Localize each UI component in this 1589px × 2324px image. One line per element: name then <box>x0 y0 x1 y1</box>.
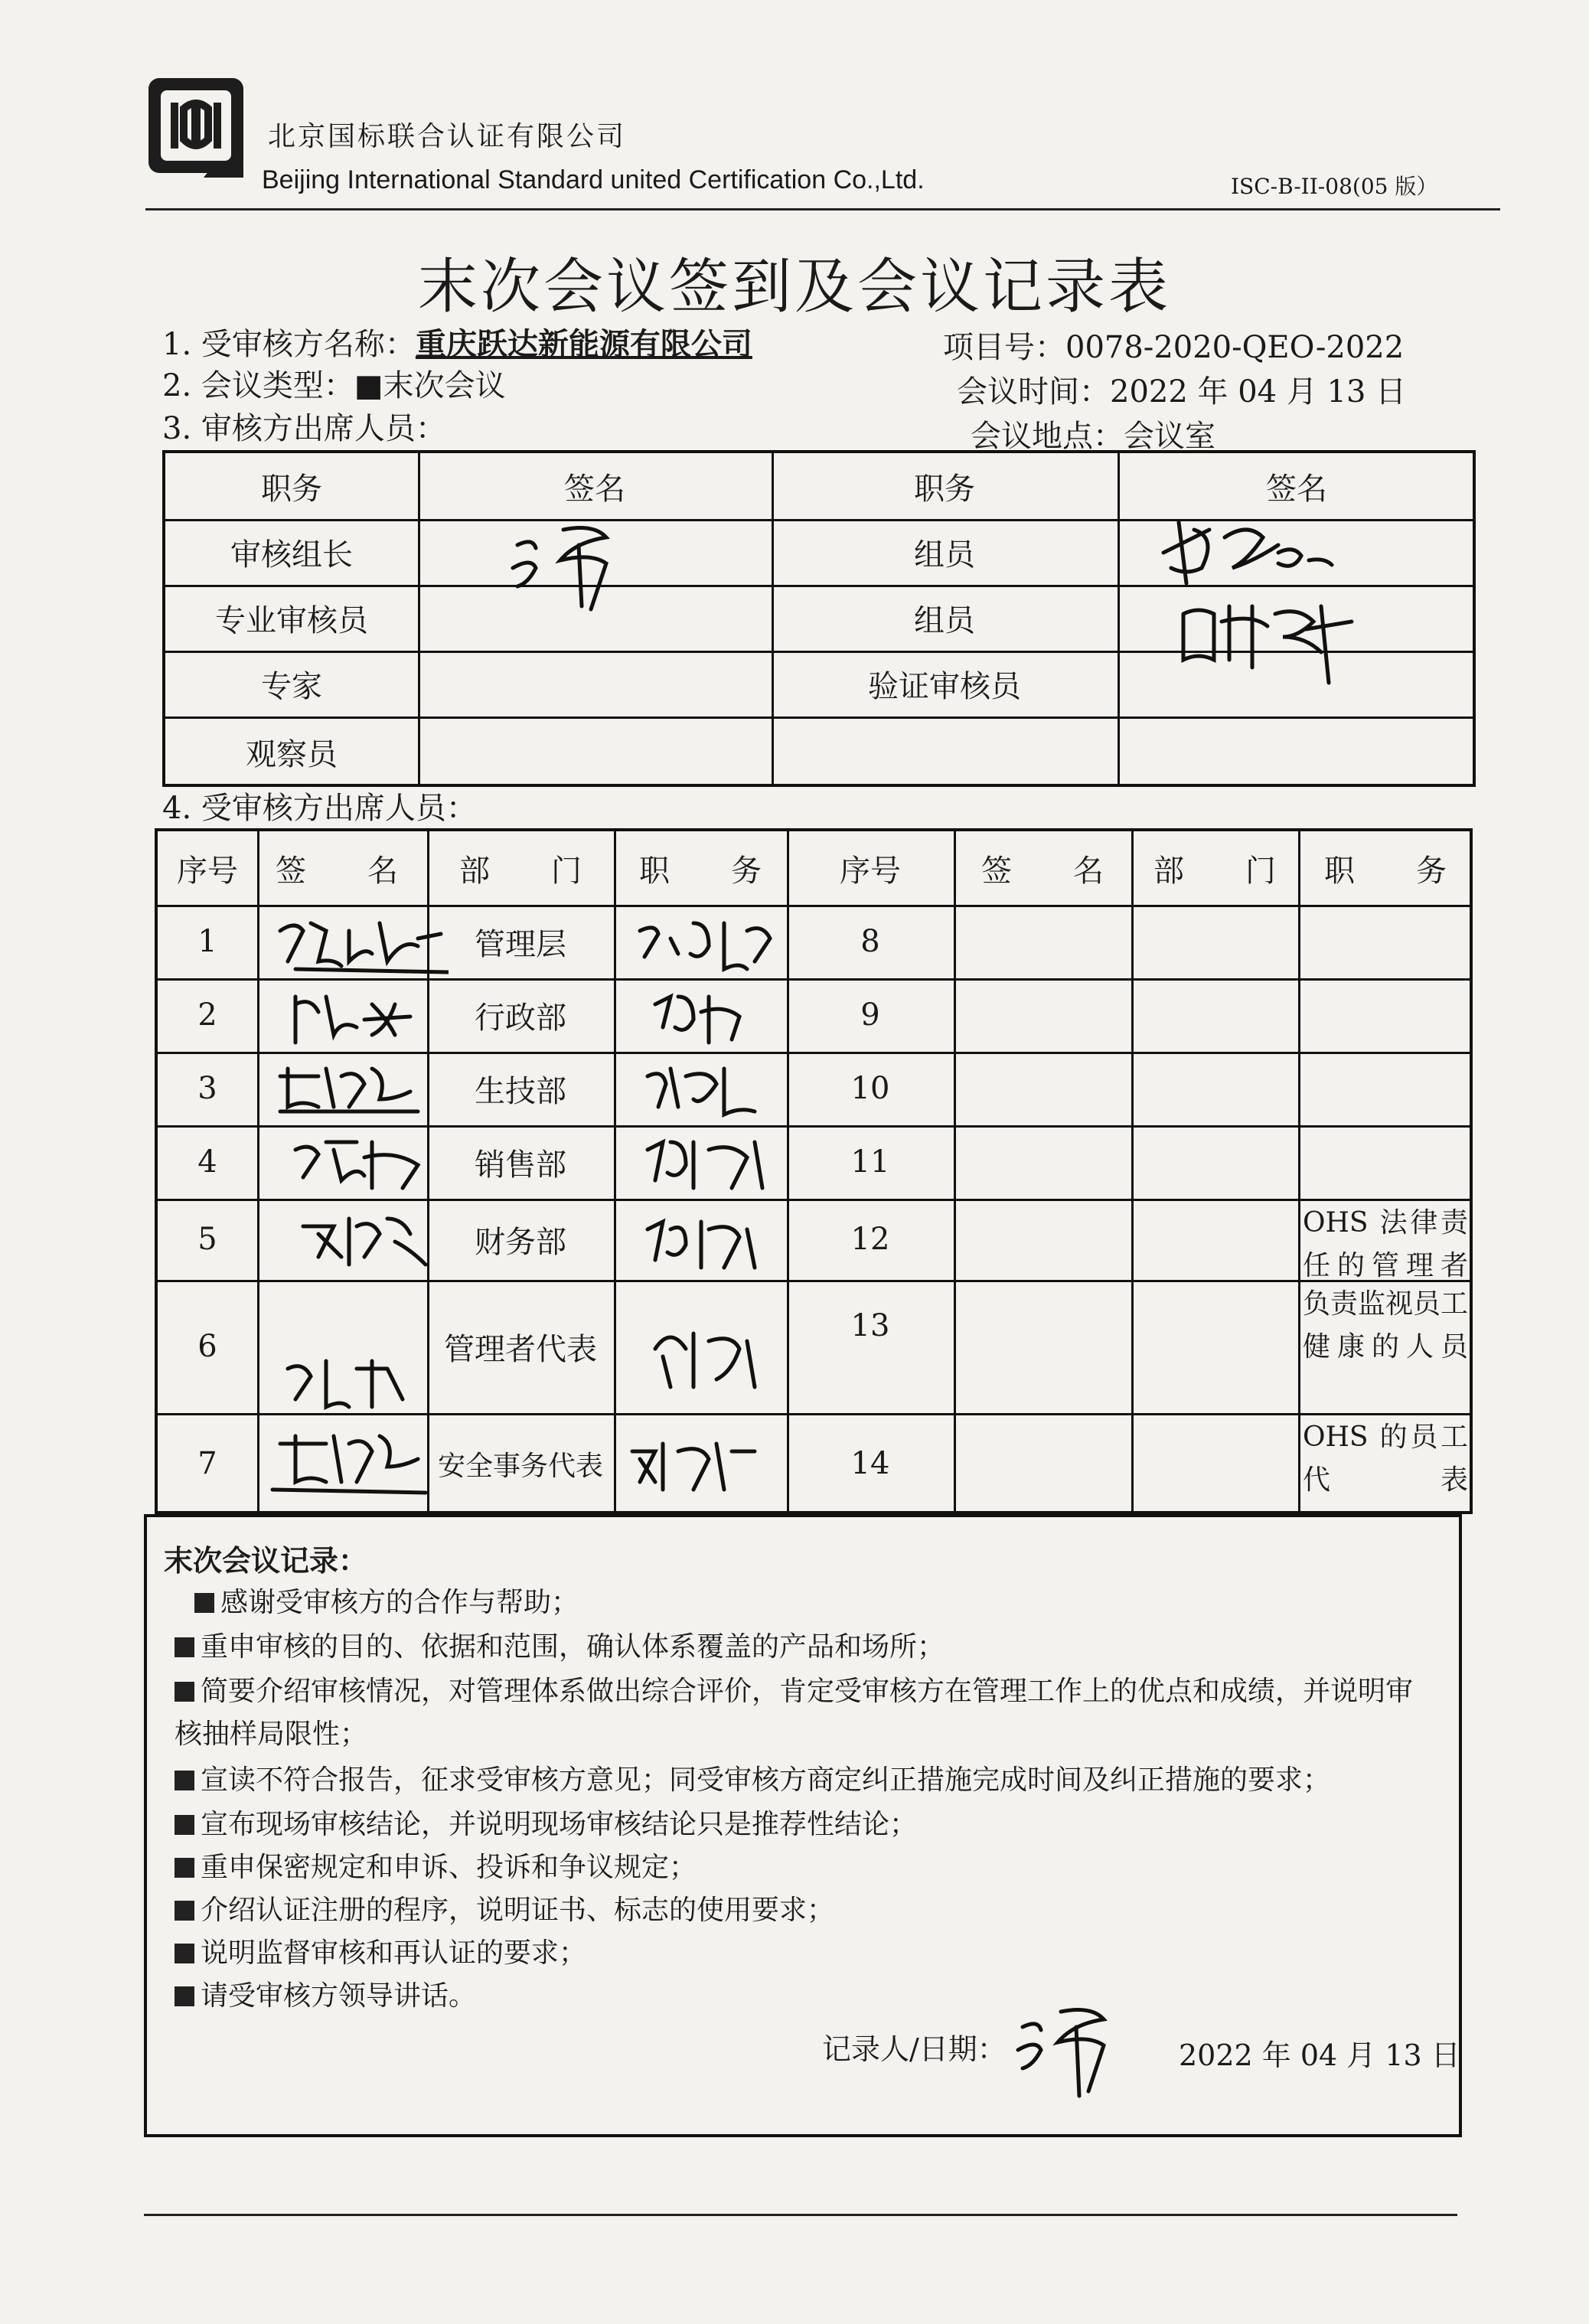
attendee-position: OHS 法律责任的管理者 <box>1303 1207 1468 1281</box>
attendee-header-signature: 签 名 <box>981 853 1104 889</box>
attendee-no: 1 <box>197 924 217 959</box>
attendee-table <box>155 828 1473 1514</box>
attendee-no: 14 <box>850 1446 890 1481</box>
checkbox-checked-icon <box>175 1637 194 1657</box>
attendee-no: 12 <box>850 1222 890 1257</box>
checkbox-checked-icon <box>175 1986 194 2006</box>
team-header-signature: 签名 <box>564 471 625 507</box>
attendee-position: 负责监视员工健康的人员 <box>1303 1288 1469 1363</box>
checkbox-checked-icon <box>175 1815 194 1835</box>
signature-attendee-6 <box>272 1346 426 1415</box>
minutes-item: 重申审核的目的、依据和范围，确认体系覆盖的产品和场所； <box>175 1626 1436 1669</box>
minutes-title: 末次会议记录： <box>164 1543 368 1578</box>
form-code: ISC-B-II-08(05 版） <box>1231 174 1438 199</box>
signature-attendee-3 <box>265 1053 433 1122</box>
location-value: 会议室 <box>1124 419 1215 454</box>
team-role-professional-auditor: 专业审核员 <box>215 602 368 638</box>
recorder-label: 记录人/日期： <box>822 2032 1007 2066</box>
team-role-observer: 观察员 <box>246 736 338 772</box>
team-role-verification-auditor: 验证审核员 <box>868 668 1021 704</box>
signature-attendee-1 <box>265 908 449 977</box>
team-header-role: 职务 <box>261 471 322 507</box>
minutes-item: 简要介绍审核情况，对管理体系做出综合评价，肯定受审核方在管理工作上的优点和成绩，并说明审核抽样局限性； <box>175 1676 1414 1750</box>
attendee-department: 安全事务代表 <box>437 1450 603 1482</box>
position-attendee-6 <box>640 1318 770 1395</box>
team-header-role: 职务 <box>914 471 975 507</box>
attendee-department: 行政部 <box>475 1000 566 1036</box>
location-label: 会议地点： <box>971 419 1124 454</box>
checkbox-checked-icon <box>175 1944 194 1963</box>
team-role-member: 组员 <box>914 537 975 573</box>
attendee-header-no: 序号 <box>840 853 901 889</box>
minutes-item: 感谢受审核方的合作与帮助； <box>194 1581 1436 1624</box>
audit-team-table <box>162 450 1476 787</box>
isc-logo-icon <box>145 75 246 181</box>
header-divider <box>145 208 1500 211</box>
attendee-department: 生技部 <box>475 1073 566 1109</box>
minutes-item: 介绍认证注册的程序，说明证书、标志的使用要求； <box>175 1889 1436 1932</box>
position-attendee-2 <box>640 981 762 1050</box>
minutes-item: 宣布现场审核结论，并说明现场审核结论只是推荐性结论； <box>175 1803 1436 1846</box>
attendee-no: 7 <box>197 1446 217 1481</box>
attendee-position: OHS 的员工代表 <box>1303 1421 1468 1496</box>
checkbox-checked-icon <box>175 1901 194 1921</box>
project-number-row <box>943 323 1404 367</box>
meeting-time-label: 会议时间： <box>957 374 1110 410</box>
meeting-type-label: 2. 会议类型： <box>162 368 354 403</box>
company-name-en: Beijing International Standard united Certification Co.,Ltd. <box>262 165 925 194</box>
signature-recorder <box>1007 1996 1122 2111</box>
project-number: 0078-2020-QEO-2022 <box>1065 330 1405 365</box>
signature-member-1 <box>1148 507 1347 591</box>
form-title: 末次会议签到及会议记录表 <box>417 253 1171 322</box>
attendee-no: 3 <box>197 1071 217 1106</box>
meeting-type-value: ■末次会议 <box>354 368 506 403</box>
position-attendee-5 <box>632 1206 770 1280</box>
attendee-header-signature: 签 名 <box>276 853 398 889</box>
checkbox-checked-icon <box>175 1858 194 1878</box>
signature-attendee-7 <box>257 1421 433 1505</box>
attendee-no: 13 <box>850 1308 890 1343</box>
attendee-header-department: 部 门 <box>1153 853 1276 889</box>
signature-attendee-5 <box>288 1203 441 1280</box>
minutes-item: 重申保密规定和申诉、投诉和争议规定； <box>175 1846 1436 1889</box>
project-label: 项目号： <box>943 330 1065 365</box>
position-attendee-7 <box>617 1428 770 1497</box>
signature-lead-auditor <box>502 514 640 629</box>
minutes-item: 说明监督审核和再认证的要求； <box>175 1932 1436 1975</box>
meeting-time-value: 2022 年 04 月 13 日 <box>1110 374 1407 410</box>
meeting-minutes-box <box>144 1514 1462 2137</box>
team-role-lead-auditor: 审核组长 <box>230 537 353 573</box>
attendee-no: 11 <box>850 1144 890 1180</box>
attendee-header-position: 职 务 <box>639 853 762 889</box>
meeting-type-row <box>162 361 506 405</box>
team-role-member: 组员 <box>914 602 975 638</box>
signature-member-2 <box>1168 583 1367 690</box>
position-attendee-3 <box>632 1053 770 1122</box>
attendee-no: 9 <box>860 997 880 1033</box>
position-attendee-4 <box>632 1127 778 1203</box>
attendee-no: 10 <box>850 1071 890 1106</box>
attendee-no: 2 <box>197 997 217 1033</box>
signature-attendee-4 <box>280 1127 441 1196</box>
team-role-expert: 专家 <box>261 668 322 704</box>
attendee-header-department: 部 门 <box>459 853 582 889</box>
minutes-item: 宣读不符合报告，征求受审核方意见；同受审核方商定纠正措施完成时间及纠正措施的要求； <box>175 1759 1436 1802</box>
attendee-department: 管理者代表 <box>444 1331 597 1367</box>
checkbox-checked-icon <box>194 1593 214 1613</box>
attendee-header-no: 序号 <box>177 853 238 889</box>
attendee-no: 5 <box>197 1222 217 1257</box>
attendee-department: 销售部 <box>475 1147 566 1183</box>
attendee-no: 6 <box>197 1329 217 1364</box>
attendee-no: 8 <box>860 924 880 959</box>
team-header-signature: 签名 <box>1266 471 1327 507</box>
signature-attendee-2 <box>280 981 433 1050</box>
checkbox-checked-icon <box>175 1771 194 1790</box>
company-name-cn: 北京国标联合认证有限公司 <box>268 121 627 152</box>
auditors-section-label: 3. 审核方出席人员： <box>162 411 446 446</box>
auditee-name: 重庆跃达新能源有限公司 <box>415 326 752 362</box>
checkbox-checked-icon <box>175 1682 194 1702</box>
attendee-no: 4 <box>197 1144 217 1180</box>
attendee-department: 财务部 <box>475 1224 566 1260</box>
record-date: 2022 年 04 月 13 日 <box>1179 2038 1460 2072</box>
auditee-attendees-label: 4. 受审核方出席人员： <box>162 791 477 826</box>
attendee-department: 管理层 <box>475 926 566 962</box>
footer-divider <box>144 2214 1457 2216</box>
auditee-label: 1. 受审核方名称： <box>162 327 416 362</box>
minutes-item: 请受审核方领导讲话。 <box>175 1975 1436 2018</box>
meeting-location-row <box>971 412 1215 455</box>
meeting-time-row <box>957 367 1406 411</box>
position-attendee-1 <box>625 908 778 977</box>
attendee-header-position: 职 务 <box>1324 853 1447 889</box>
auditee-name-row <box>162 320 752 364</box>
